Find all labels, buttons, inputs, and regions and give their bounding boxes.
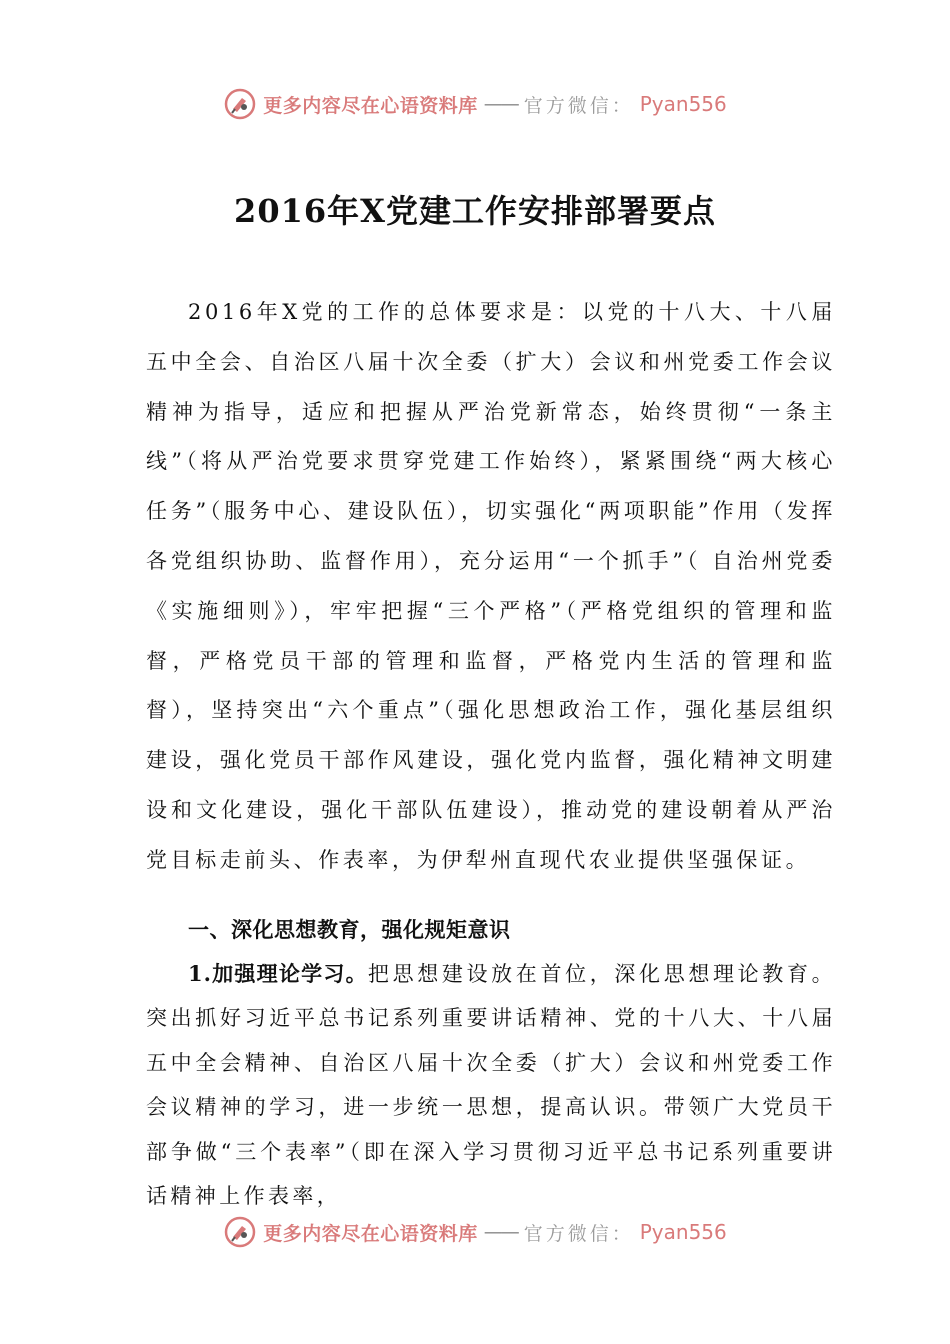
watermark-brand-text: 更多内容尽在心语资料库	[263, 1222, 478, 1245]
watermark-wechat-id: Pyan556	[639, 1220, 727, 1244]
watermark-wechat-label: 官方微信：	[523, 94, 634, 117]
item-title: 1.加强理论学习。	[188, 960, 368, 986]
item-paragraph	[146, 952, 836, 1219]
section-heading: 一、深化思想教育，强化规矩意识	[188, 917, 511, 942]
brand-logo-icon	[223, 87, 257, 121]
watermark-wechat-label: 官方微信：	[523, 1222, 634, 1245]
watermark-brand-text: 更多内容尽在心语资料库	[263, 94, 478, 117]
intro-paragraph: 2016年X党的工作的总体要求是：以党的十八大、十八届五中全会、自治区八届十次全委（扩大）会议和州党委工作会议精神为指导，适应和把握从严治党新常态，始终贯彻“一条主线”（将从严治党要求贯穿党建工作始终），紧紧围绕“两大核心任务”（服务中心、建设队伍），切实强化“两项职能”作用（发挥各党组织协助、监督作用），充分运用“一个抓手”（ 自治州党委《实施细则》），牢牢把握“三个严格”（严格党组织的管理和监督，严格党员干部的管理和监督，严格党内生活的管理和监督），坚持突出“六个重点”（强化思想政治工作，强化基层组织建设，强化党员干部作风建设，强化党内监督，强化精神文明建设和文化建设，强化干部队伍建设），推动党的建设朝着从严治党目标走前头、作表率，为伊犁州直现代农业提供坚强保证。	[146, 300, 836, 872]
watermark-dash: ——	[483, 93, 518, 115]
header-watermark	[0, 84, 950, 124]
item-body: 把思想建设放在首位，深化思想理论教育。突出抓好习近平总书记系列重要讲话精神、党的十八大、十八届五中全会精神、自治区八届十次全委（扩大）会议和州党委工作会议精神的学习，进一步统一思想，提高认识。带领广大党员干部争做“三个表率”（即在深入学习贯彻习近平总书记系列重要讲话精神上作表率，	[146, 961, 836, 1209]
document-body	[146, 288, 836, 1219]
brand-logo-icon	[223, 1215, 257, 1249]
watermark-wechat-id: Pyan556	[639, 92, 727, 116]
footer-watermark	[0, 1212, 950, 1252]
document-title: 2016年X党建工作安排部署要点	[234, 192, 716, 230]
watermark-dash: ——	[483, 1221, 518, 1243]
